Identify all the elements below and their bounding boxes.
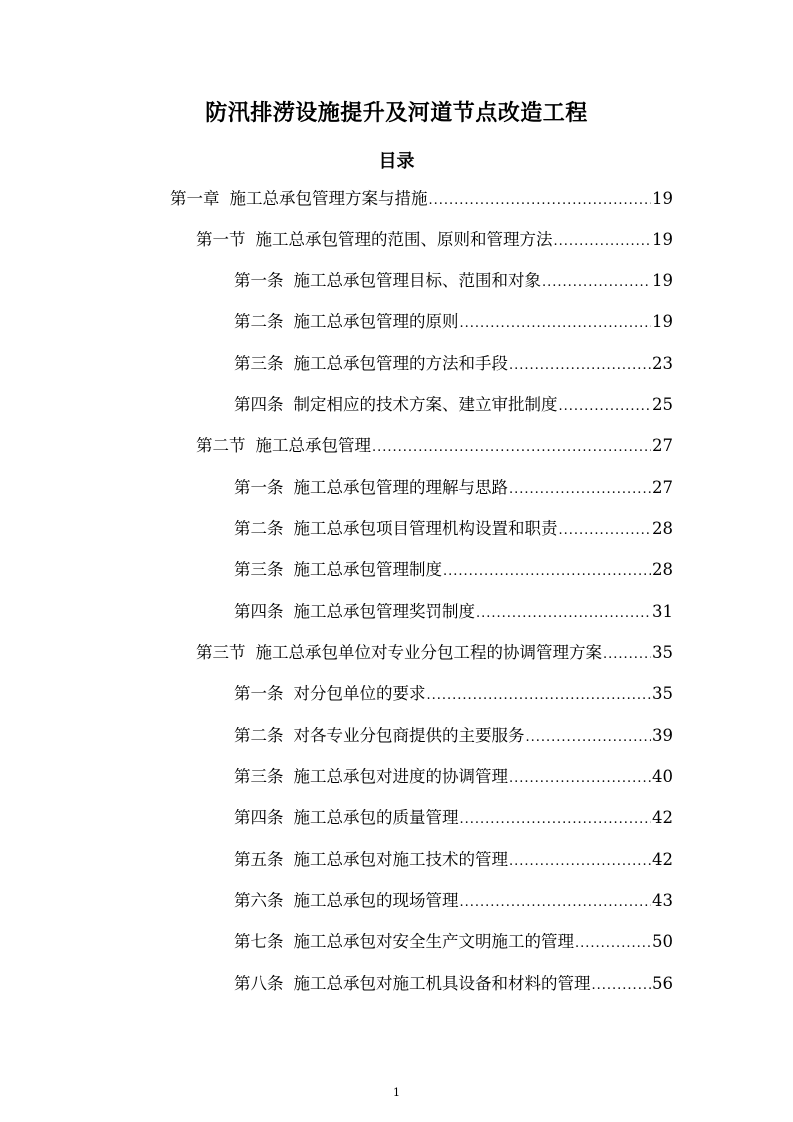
toc-entry-label: 第八条 — [234, 974, 284, 993]
toc-entry[interactable] — [234, 599, 673, 625]
toc-entry-page: 27 — [652, 436, 673, 455]
toc-entry-text: 对分包单位的要求 — [293, 684, 426, 703]
toc-entry-page: 19 — [652, 312, 673, 331]
toc-entry-page: 35 — [652, 684, 673, 703]
toc-entry-page: 28 — [652, 519, 673, 538]
toc-entry-text: 施工总承包管理的方法和手段 — [293, 354, 508, 373]
dot-leader — [460, 311, 652, 337]
page-number: 1 — [393, 1086, 400, 1099]
toc-entry[interactable] — [234, 681, 673, 707]
toc-entry-label: 第三条 — [234, 560, 284, 579]
dot-leader — [476, 601, 651, 627]
toc-entry-label: 第二条 — [234, 312, 284, 331]
toc-entry-page: 56 — [652, 974, 673, 993]
document-title: 防汛排涝设施提升及河道节点改造工程 — [205, 101, 588, 126]
toc-entry[interactable] — [196, 433, 673, 459]
toc-entry-label: 第五条 — [234, 850, 284, 869]
toc-entry-text: 施工总承包对进度的协调管理 — [293, 767, 508, 786]
dot-leader — [460, 890, 652, 916]
toc-entry-text: 施工总承包管理方案与措施 — [229, 189, 428, 208]
dot-leader — [443, 559, 651, 585]
toc-entry-label: 第一章 — [170, 189, 220, 208]
toc-entry[interactable] — [234, 971, 673, 997]
toc-entry[interactable] — [234, 847, 673, 873]
toc-entry[interactable] — [234, 309, 673, 335]
toc-entry-page: 19 — [652, 189, 673, 208]
dot-leader — [509, 849, 651, 875]
toc-entry-page: 28 — [652, 560, 673, 579]
toc-entry[interactable] — [234, 475, 673, 501]
dot-leader — [509, 353, 651, 379]
toc-entry[interactable] — [234, 888, 673, 914]
toc-entry-page: 43 — [652, 891, 673, 910]
toc-entry-label: 第六条 — [234, 891, 284, 910]
dot-leader — [526, 725, 652, 751]
toc-entry-page: 39 — [652, 726, 673, 745]
dot-leader — [429, 188, 652, 214]
toc-entry-text: 施工总承包管理的理解与思路 — [293, 478, 508, 497]
toc-entry-text: 施工总承包的现场管理 — [293, 891, 459, 910]
toc-entry-label: 第二节 — [196, 436, 246, 455]
toc-entry-label: 第二条 — [234, 726, 284, 745]
toc-entry-label: 第四条 — [234, 395, 284, 414]
toc-entry-label: 第四条 — [234, 808, 284, 827]
toc-entry-text: 施工总承包对施工技术的管理 — [293, 850, 508, 869]
toc-entry-page: 25 — [652, 395, 673, 414]
toc-entry-label: 第一条 — [234, 684, 284, 703]
toc-entry-text: 施工总承包管理奖罚制度 — [293, 602, 475, 621]
toc-entry[interactable] — [170, 186, 673, 212]
toc-entry-page: 40 — [652, 767, 673, 786]
toc-entry-text: 对各专业分包商提供的主要服务 — [293, 726, 525, 745]
dot-leader — [559, 394, 652, 420]
toc-entry-label: 第四条 — [234, 602, 284, 621]
toc-entry-text: 施工总承包单位对专业分包工程的协调管理方案 — [255, 643, 602, 662]
dot-leader — [509, 766, 651, 792]
dot-leader — [427, 683, 652, 709]
toc-entry[interactable] — [234, 723, 673, 749]
toc-entry-label: 第一条 — [234, 271, 284, 290]
toc-entry-text: 施工总承包管理的原则 — [293, 312, 459, 331]
toc-entry-page: 42 — [652, 808, 673, 827]
dot-leader — [509, 477, 651, 503]
toc-entry-text: 施工总承包项目管理机构设置和职责 — [293, 519, 558, 538]
toc-entry-label: 第三节 — [196, 643, 246, 662]
toc-entry-label: 第一节 — [196, 230, 246, 249]
toc-entry-text: 施工总承包管理 — [255, 436, 371, 455]
toc-entry[interactable] — [234, 268, 673, 294]
toc-heading: 目录 — [378, 151, 415, 172]
toc-entry-text: 施工总承包对安全生产文明施工的管理 — [293, 932, 574, 951]
toc-entry[interactable] — [234, 351, 673, 377]
dot-leader — [554, 229, 652, 255]
toc-entry-text: 制定相应的技术方案、建立审批制度 — [293, 395, 558, 414]
toc-entry[interactable] — [234, 557, 673, 583]
dot-leader — [559, 518, 652, 544]
toc-entry-label: 第三条 — [234, 767, 284, 786]
toc-entry[interactable] — [234, 805, 673, 831]
toc-entry-label: 第七条 — [234, 932, 284, 951]
toc-entry[interactable] — [234, 516, 673, 542]
toc-entry-page: 23 — [652, 354, 673, 373]
toc-entry[interactable] — [234, 764, 673, 790]
dot-leader — [542, 270, 651, 296]
toc-entry-page: 27 — [652, 478, 673, 497]
dot-leader — [372, 435, 651, 461]
toc-entry-text: 施工总承包对施工机具设备和材料的管理 — [293, 974, 591, 993]
toc-entry-label: 第一条 — [234, 478, 284, 497]
toc-entry-page: 19 — [652, 230, 673, 249]
dot-leader — [460, 807, 652, 833]
dot-leader — [575, 931, 651, 957]
toc-entry[interactable] — [234, 929, 673, 955]
toc-entry-page: 35 — [652, 643, 673, 662]
toc-entry-page: 50 — [652, 932, 673, 951]
toc-entry[interactable] — [234, 392, 673, 418]
toc-entry-page: 31 — [652, 602, 673, 621]
toc-entry-label: 第二条 — [234, 519, 284, 538]
toc-entry[interactable] — [196, 227, 673, 253]
dot-leader — [592, 973, 652, 999]
toc-entry-label: 第三条 — [234, 354, 284, 373]
toc-entry-page: 42 — [652, 850, 673, 869]
dot-leader — [603, 642, 651, 668]
toc-entry-page: 19 — [652, 271, 673, 290]
toc-entry[interactable] — [196, 640, 673, 666]
toc-entry-text: 施工总承包的质量管理 — [293, 808, 459, 827]
toc-entry-text: 施工总承包管理目标、范围和对象 — [293, 271, 541, 290]
toc-entry-text: 施工总承包管理制度 — [293, 560, 442, 579]
toc-entry-text: 施工总承包管理的范围、原则和管理方法 — [255, 230, 553, 249]
